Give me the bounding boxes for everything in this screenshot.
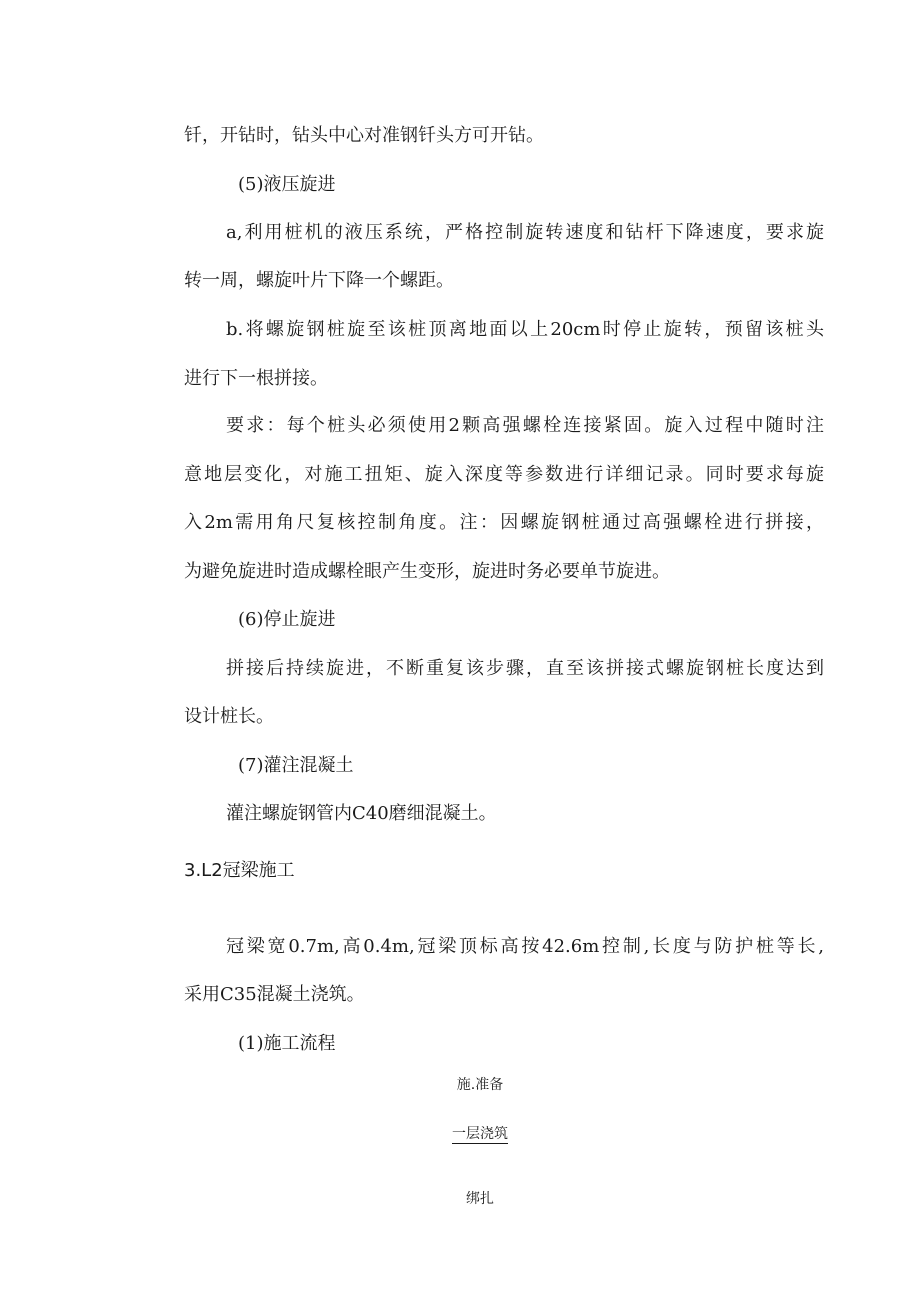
- para-line-beam1: 冠梁宽0.7m,高0.4m,冠梁顶标高按42.6m控制,长度与防护桩等长,: [226, 936, 824, 957]
- para-line-beam2: 采用C35混凝土浇筑。: [184, 984, 365, 1005]
- para-line-splice2: 设计桩长。: [184, 706, 274, 727]
- para-line-req4: 为避免旋进时造成螺栓眼产生变形，旋进时务必要单节旋进。: [184, 561, 670, 582]
- flow-step-pour-layer-text: 一层浇筑: [452, 1126, 508, 1142]
- flow-step-binding: 绑扎: [466, 1191, 494, 1207]
- section-heading-crown-beam: 3.L2冠梁施工: [184, 860, 295, 881]
- heading-stop-rotation: (6)停止旋进: [238, 609, 336, 630]
- heading-construction-process: (1)施工流程: [238, 1033, 336, 1054]
- para-line-a1: a,利用桩机的液压系统，严格控制旋转速度和钻杆下降速度，要求旋: [226, 222, 824, 243]
- heading-hydraulic-rotation: (5)液压旋进: [238, 174, 336, 195]
- para-line-req2: 意地层变化，对施工扭矩、旋入深度等参数进行详细记录。同时要求每旋: [184, 464, 824, 485]
- para-line-b1: b.将螺旋钢桩旋至该桩顶离地面以上20cm时停止旋转，预留该桩头: [226, 319, 824, 340]
- para-line-a2: 转一周，螺旋叶片下降一个螺距。: [184, 270, 454, 291]
- flow-step-pour-layer: [430, 1125, 530, 1143]
- para-line-1: 钎，开钻时，钻头中心对准钢钎头方可开钻。: [184, 125, 544, 146]
- flow-step-preparation: 施.准备: [456, 1077, 504, 1093]
- para-line-b2: 进行下一根拼接。: [184, 368, 328, 389]
- para-line-req3: 入2m需用角尺复核控制角度。注：因螺旋钢桩通过高强螺栓进行拼接，: [184, 512, 824, 533]
- para-line-req1: 要求：每个桩头必须使用2颗高强螺栓连接紧固。旋入过程中随时注: [226, 415, 824, 436]
- para-line-splice1: 拼接后持续旋进，不断重复该步骤，直至该拼接式螺旋钢桩长度达到: [226, 658, 824, 679]
- para-line-pour: 灌注螺旋钢管内C40磨细混凝土。: [226, 803, 497, 824]
- heading-pour-concrete: (7)灌注混凝土: [238, 755, 354, 776]
